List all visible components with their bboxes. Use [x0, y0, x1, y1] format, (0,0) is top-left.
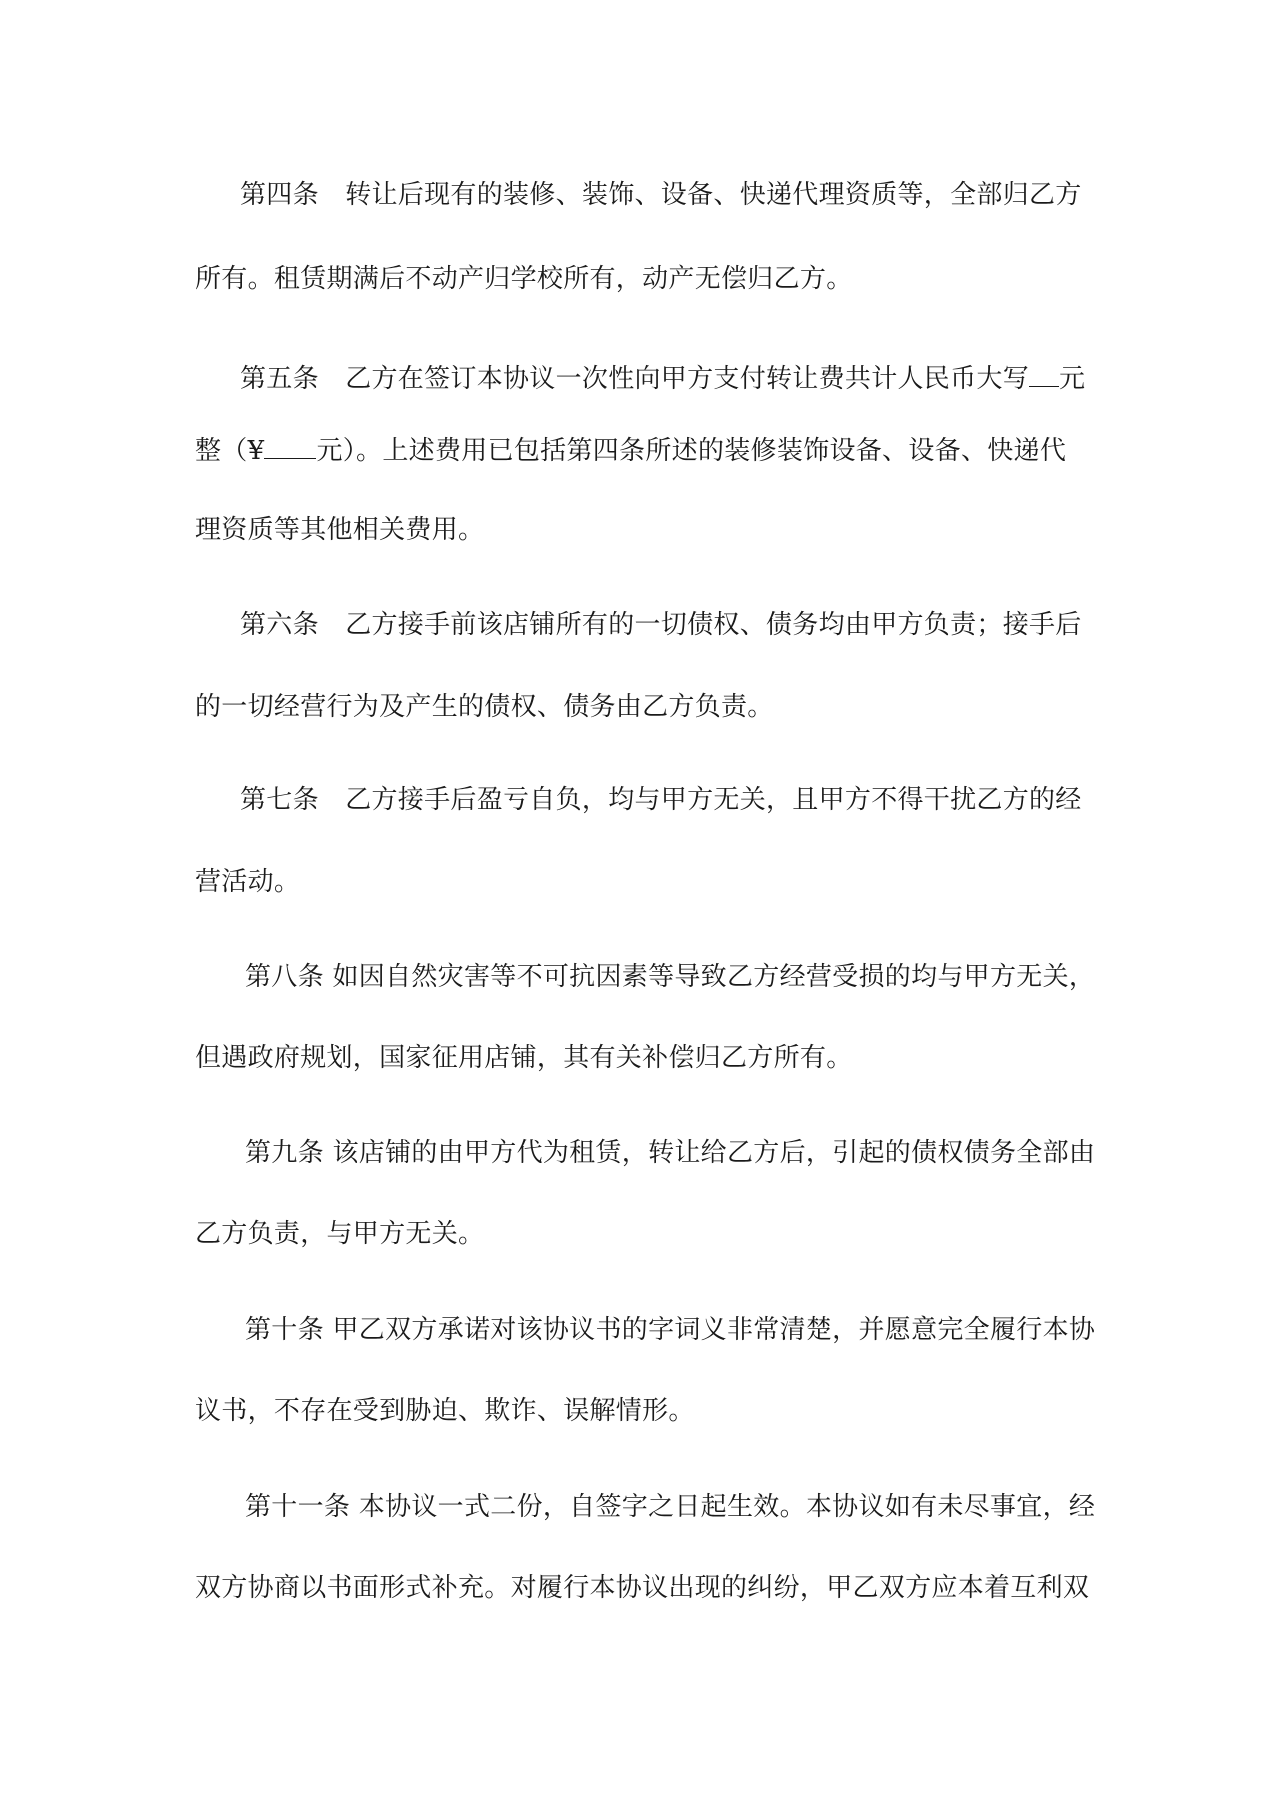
article-7-line-2: 营活动。 [195, 867, 301, 897]
article-5-line-3: 理资质等其他相关费用。 [195, 515, 485, 545]
article-5-line-2 [195, 434, 1066, 466]
article-5-line-1-unit: 元 [1059, 364, 1086, 394]
article-9-line-2: 乙方负责，与甲方无关。 [195, 1219, 485, 1249]
article-6-line-2: 的一切经营行为及产生的债权、债务由乙方负责。 [195, 692, 774, 722]
article-9-line-1: 第九条 该店铺的由甲方代为租赁，转让给乙方后，引起的债权债务全部由 [245, 1138, 1096, 1168]
amount-number-blank [264, 434, 316, 459]
article-7-line-1: 第七条 乙方接手后盈亏自负，均与甲方无关，且甲方不得干扰乙方的经 [240, 785, 1082, 815]
article-11-line-2: 双方协商以书面形式补充。对履行本协议出现的纠纷，甲乙双方应本着互利双 [195, 1573, 1090, 1603]
article-11-line-1: 第十一条 本协议一式二份，自签字之日起生效。本协议如有未尽事宜，经 [245, 1492, 1096, 1522]
article-5-line-1-text: 第五条 乙方在签订本协议一次性向甲方支付转让费共计人民币大写 [240, 364, 1030, 394]
article-6-line-1: 第六条 乙方接手前该店铺所有的一切债权、债务均由甲方负责；接手后 [240, 610, 1082, 640]
amount-words-blank [1029, 362, 1059, 387]
article-5-line-2-prefix: 整（¥ [195, 436, 265, 466]
article-4-line-2: 所有。租赁期满后不动产归学校所有，动产无偿归乙方。 [195, 264, 853, 294]
article-8-line-2: 但遇政府规划，国家征用店铺，其有关补偿归乙方所有。 [195, 1043, 853, 1073]
article-10-line-2: 议书，不存在受到胁迫、欺诈、误解情形。 [195, 1396, 695, 1426]
article-8-line-1: 第八条 如因自然灾害等不可抗因素等导致乙方经营受损的均与甲方无关， [245, 962, 1096, 992]
article-4-line-1: 第四条 转让后现有的装修、装饰、设备、快递代理资质等，全部归乙方 [240, 180, 1082, 210]
article-5-line-1 [240, 362, 1085, 394]
article-10-line-1: 第十条 甲乙双方承诺对该协议书的字词义非常清楚，并愿意完全履行本协 [245, 1315, 1096, 1345]
article-5-line-2-text: 元）。上述费用已包括第四条所述的装修装饰设备、设备、快递代 [316, 436, 1067, 466]
